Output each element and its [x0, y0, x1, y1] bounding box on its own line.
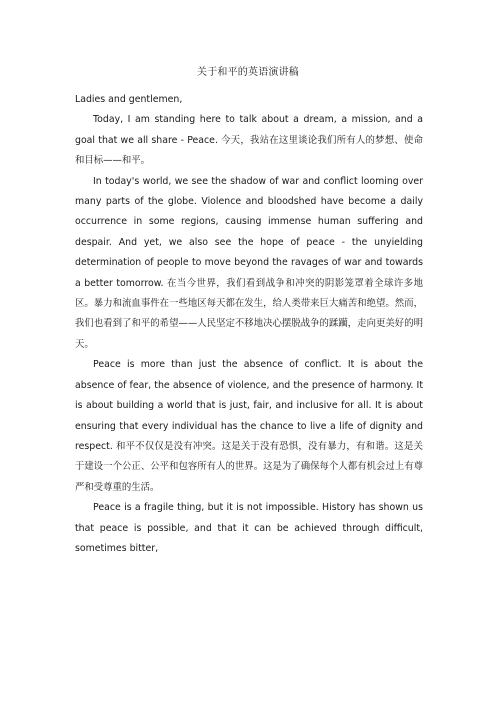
document-title: 关于和平的英语演讲稿 — [197, 67, 299, 78]
document-body — [75, 90, 423, 559]
paragraph-1: Today, I am standing here to talk about a dream, a mission, and a goal that we all share - Peace. 今天，我站在这里谈论我们所有人的梦想、使命和目标——和平。 — [75, 114, 423, 167]
paragraph-3: Peace is more than just the absence of conflict. It is about the absence of fear, the absence of violence, and the presence of harmony. It is about building a world that is just, fair, and inclusive for all. It is about ensuring that every individual has the chance to live a life of dignity and respect. 和平不仅仅是没有冲突。这是关于没有恐惧，没有暴力，有和谐。这是关于建设一个公正、公平和包容所有人的世界。这是为了确保每个人都有机会过上有尊严和受尊重的生活。 — [75, 359, 423, 493]
paragraph-4: Peace is a fragile thing, but it is not impossible. History has shown us that peace is possible, and that it can be achieved through difficult, sometimes bitter, — [75, 502, 423, 554]
paragraph-2: In today's world, we see the shadow of war and conflict looming over many parts of the globe. Violence and bloodshed have become a daily occurrence in some regions, causing immense human suffering and despair. And yet, we also see the hope of peace - the unyielding determination of people to move beyond the ravages of war and towards a better tomorrow. 在当今世界，我们看到战争和冲突的阴影笼罩着全球许多地区。暴力和流血事件在一些地区每天都在发生，给人类带来巨大痛苦和绝望。然而，我们也看到了和平的希望——人民坚定不移地决心摆脱战争的蹂躏，走向更美好的明天。 — [75, 175, 423, 350]
salutation: Ladies and gentlemen, — [75, 94, 183, 105]
